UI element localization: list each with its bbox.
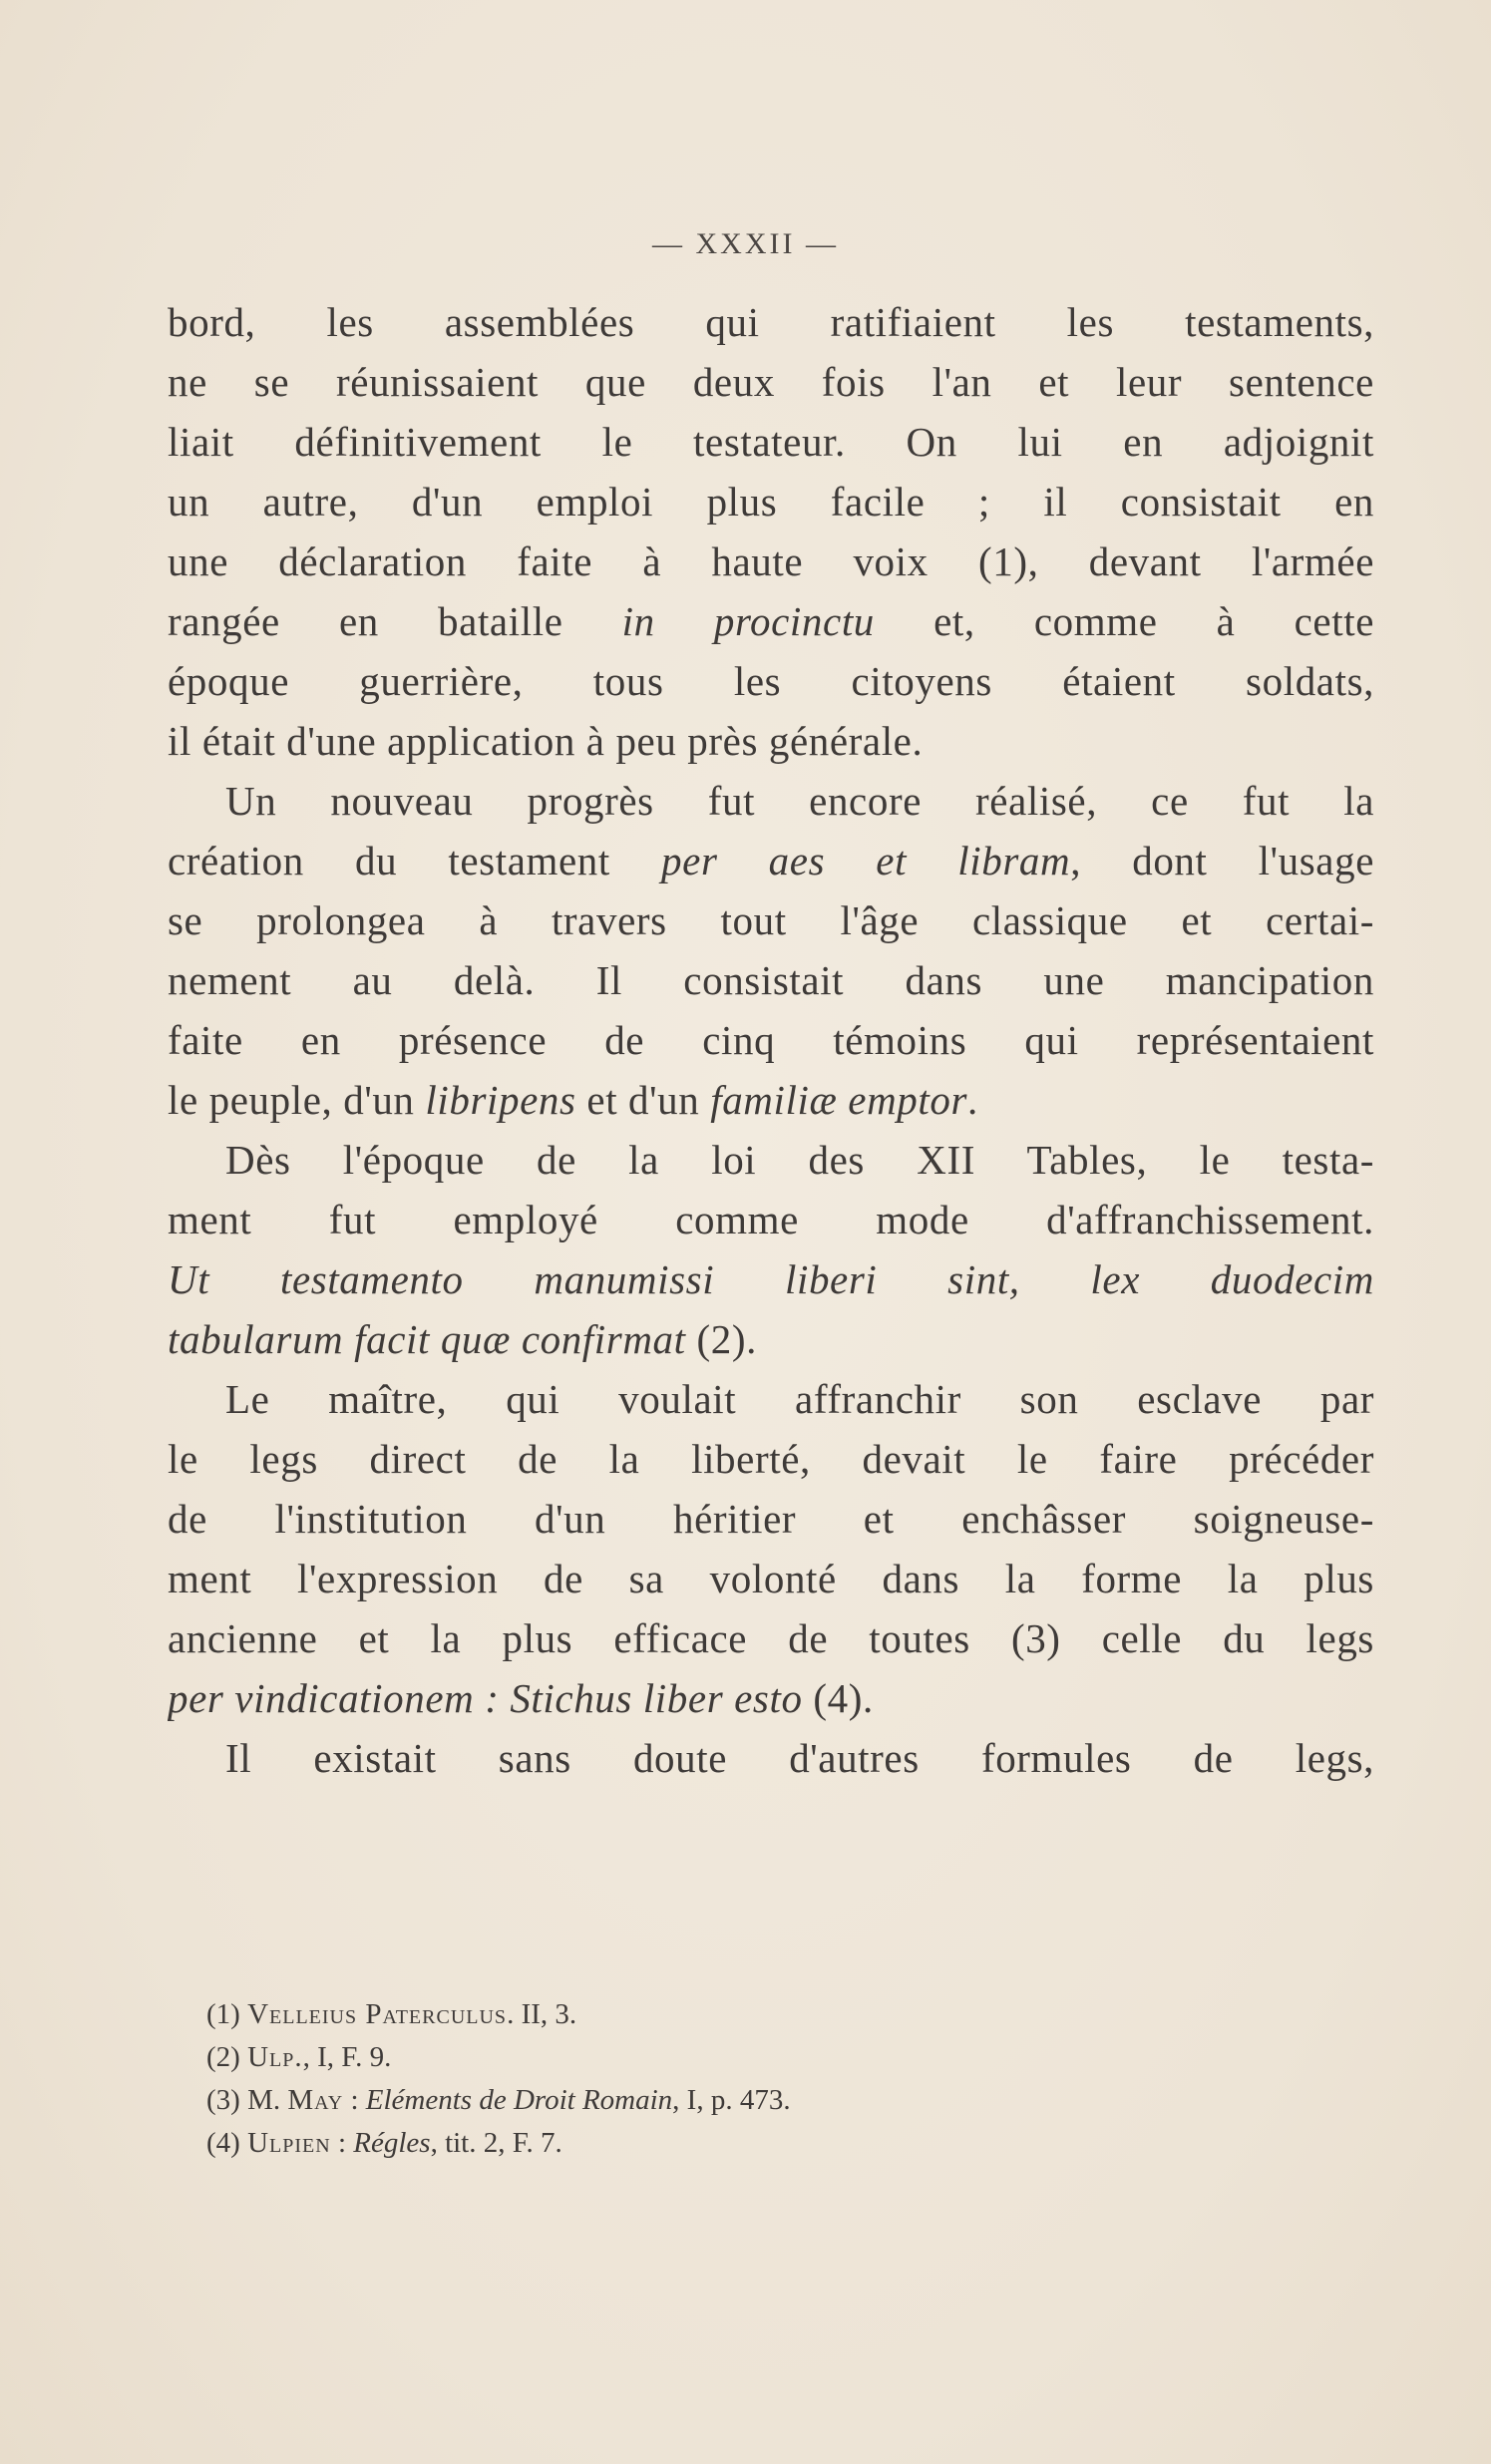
footnote: (3) M. May : Eléments de Droit Romain, I, p. 473. [206, 2084, 791, 2116]
paragraph-start-line: Il existait sans doute d'autres formules de legs, [225, 1735, 1374, 1781]
text-line: création du testament per aes et libram, dont l'usage [168, 838, 1374, 883]
latin-term: familiæ emptor [710, 1077, 968, 1123]
text-line: époque guerrière, tous les citoyens étaient soldats, [168, 658, 1374, 704]
latin-term: per aes et libram [661, 838, 1071, 883]
text-line: une déclaration faite à haute voix (1), devant l'armée [168, 538, 1374, 584]
footnotes [206, 1993, 1204, 2165]
author-name: Ulpien [247, 2127, 331, 2159]
main-text [168, 292, 1374, 1788]
latin-term: libripens [425, 1077, 576, 1123]
work-title: Eléments de Droit Romain [365, 2084, 673, 2116]
paragraph-start-line: Un nouveau progrès fut encore réalisé, ce fut la [225, 778, 1374, 824]
text-line: le peuple, d'un libripens et d'un familiæ emptor. [168, 1077, 978, 1123]
latin-term: in procinctu [621, 598, 875, 644]
text-line: rangée en bataille in procinctu et, comme à cette [168, 598, 1374, 644]
footnote: (2) Ulp., I, F. 9. [206, 2041, 392, 2073]
latin-quote: Ut testamento manumissi liberi sint, lex duodecim [168, 1256, 1374, 1302]
author-name: Ulp. [247, 2041, 303, 2073]
work-title: Régles [353, 2127, 431, 2159]
paragraph-start-line: Dès l'époque de la loi des XII Tables, le testa- [225, 1137, 1374, 1183]
page-number-header: — XXXII — [652, 227, 839, 260]
text-line: ment l'expression de sa volonté dans la forme la plus [168, 1556, 1374, 1601]
text-line: ment fut employé comme mode d'affranchissement. [168, 1197, 1374, 1242]
text-line: se prolongea à travers tout l'âge classique et certai- [168, 897, 1374, 943]
text-line: faite en présence de cinq témoins qui représentaient [168, 1017, 1374, 1063]
text-line: il était d'une application à peu près générale. [168, 718, 924, 764]
text-line: de l'institution d'un héritier et enchâsser soigneuse- [168, 1496, 1374, 1542]
text-line: bord, les assemblées qui ratifiaient les testaments, [168, 299, 1374, 345]
text-line: le legs direct de la liberté, devait le faire précéder [168, 1436, 1374, 1482]
text-line: tabularum facit quæ confirmat (2). [168, 1316, 757, 1362]
author-name: May [287, 2084, 344, 2116]
author-name: Velleius Paterculus [247, 1998, 508, 2030]
text-line: ne se réunissaient que deux fois l'an et leur sentence [168, 359, 1374, 405]
text-line: liait définitivement le testateur. On lui en adjoignit [168, 419, 1374, 465]
latin-quote: per vindicationem : Stichus liber esto [168, 1675, 803, 1721]
text-line: un autre, d'un emploi plus facile ; il consistait en [168, 479, 1374, 525]
text-line: per vindicationem : Stichus liber esto (4). [168, 1675, 874, 1721]
footnote: (4) Ulpien : Régles, tit. 2, F. 7. [206, 2127, 562, 2159]
text-line [168, 1249, 1374, 1309]
text-line: ancienne et la plus efficace de toutes (3) celle du legs [168, 1615, 1374, 1661]
latin-quote: tabularum facit quæ confirmat [168, 1316, 686, 1362]
paragraph-start-line: Le maître, qui voulait affranchir son esclave par [225, 1376, 1374, 1422]
text-line: nement au delà. Il consistait dans une mancipation [168, 957, 1374, 1003]
footnote: (1) Velleius Paterculus. II, 3. [206, 1998, 577, 2030]
